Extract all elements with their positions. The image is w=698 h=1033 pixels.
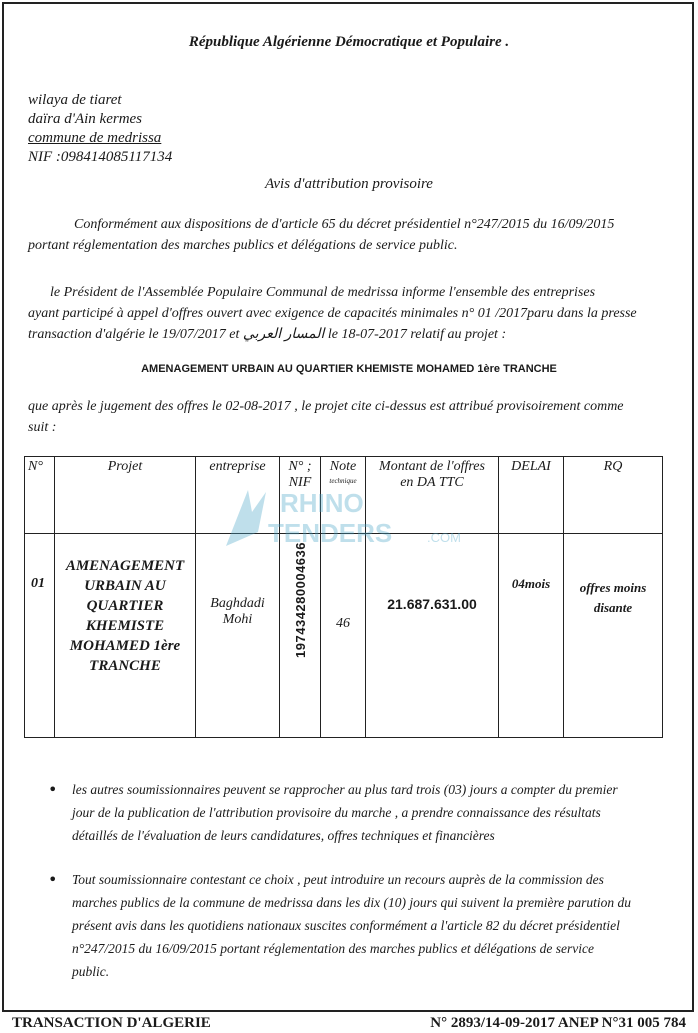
bullet-paragraph-2 (72, 868, 662, 983)
row-note: 46 (321, 534, 366, 738)
header-entreprise: entreprise (196, 457, 280, 534)
header-note-sub: technique (329, 477, 357, 485)
project-title: AMENAGEMENT URBAIN AU QUARTIER KHEMISTE MOHAMED 1ère TRANCHE (141, 363, 557, 375)
paragraph-decree (28, 214, 668, 256)
paragraph-president-line1: le Président de l'Assemblée Populaire Communal de medrissa informe l'ensemble des entreprises (50, 285, 596, 300)
row-nif-cell (280, 534, 321, 738)
rhino-logo-icon (226, 490, 266, 546)
footer-reference: N° 2893/14-09-2017 ANEP N°31 005 784 (430, 1015, 686, 1031)
header-projet: Projet (55, 457, 196, 534)
row-entreprise (196, 534, 280, 738)
bullet-marker-1: • (48, 780, 58, 799)
row-rq-line1: offres moins (579, 580, 647, 595)
header-nif-line1: N° ; (288, 459, 312, 474)
daira-line: daïra d'Ain kermes (28, 111, 143, 127)
row-entreprise-line2: Mohi (222, 612, 253, 627)
paragraph-judgement (28, 396, 668, 438)
bullet2-line2: marches publics de la commune de medrissa dans les dix (10) jours qui suivent la première parution du (72, 895, 632, 910)
row-montant: 21.687.631.00 (366, 534, 499, 738)
bullet-marker-2: • (48, 870, 58, 889)
bullet1-line3: détaillés de l'évaluation de leurs candidatures, offres techniques et financières (72, 828, 495, 843)
header-num: N° (25, 457, 55, 534)
header-nif-line2: NIF (288, 475, 312, 490)
watermark-line2: TENDERS (268, 518, 393, 548)
bullet2-line4: n°247/2015 du 16/09/2015 portant réglementation des marches publics et délégations de service (72, 941, 594, 956)
bullet2-line1: Tout soumissionnaire contestant ce choix , peut introduire un recours auprès de la commission des (72, 872, 604, 887)
watermark-suffix: .COM (427, 530, 461, 545)
commune-line: commune de medrissa (28, 130, 162, 146)
header-montant-line2: en DA TTC (400, 475, 464, 490)
bullet1-line1: les autres soumissionnaires peuvent se rapprocher au plus tard trois (03) jours a compter du premier (72, 782, 618, 797)
wilaya-line: wilaya de tiaret (28, 92, 122, 108)
row-rq-line2: disante (593, 600, 633, 615)
rhino-tenders-watermark (222, 482, 482, 552)
paragraph-president-line3: transaction d'algérie le 19/07/2017 et المسار العربي le 18-07-2017 relatif au projet : (28, 327, 507, 342)
paragraph-judgement-line2: suit : (28, 420, 57, 435)
republique-header: République Algérienne Démocratique et Populaire . (188, 34, 510, 50)
bullet1-line2: jour de la publication de l'attribution provisoire du marche , a prendre connaissance des résultats (72, 805, 601, 820)
row-delai: 04mois (499, 534, 564, 738)
paragraph-president-line2: ayant participé à appel d'offres ouvert avec exigence de capacités minimales n° 01 /2017paru dans la presse (28, 306, 637, 321)
bullet-paragraph-1 (72, 778, 662, 847)
row-entreprise-line1: Baghdadi (210, 596, 265, 611)
watermark-line1: RHINO (280, 488, 364, 518)
bullet2-line5: public. (72, 964, 110, 979)
paragraph-president (28, 282, 668, 345)
bullet2-line3: présent avis dans les quotidiens nationaux suscites conformément a l'article 82 du décret présidentiel (72, 918, 620, 933)
issuer-block (28, 91, 172, 167)
row-nif: 197434280004636 (292, 542, 308, 658)
row-num: 01 (25, 534, 55, 738)
paragraph-judgement-line1: que après le jugement des offres le 02-08-2017 , le projet cite ci-dessus est attribué provisoirement comme (28, 399, 624, 414)
row-rq (564, 534, 663, 738)
header-montant-line1: Montant de l'offres (379, 459, 485, 474)
row-projet: AMENAGEMENT URBAIN AU QUARTIER KHEMISTE MOHAMED 1ère TRANCHE (55, 534, 196, 738)
paragraph-decree-line1: Conformément aux dispositions de d'article 65 du décret présidentiel n°247/2015 du 16/09/2015 (74, 217, 615, 232)
notice-title: Avis d'attribution provisoire (265, 176, 433, 192)
header-rq: RQ (564, 457, 663, 534)
header-delai: DELAI (499, 457, 564, 534)
table-row (25, 534, 663, 738)
paragraph-decree-line2: portant réglementation des marches publics et délégations de service public. (28, 238, 458, 253)
header-note-label: Note (329, 459, 357, 474)
footer-publication: TRANSACTION D'ALGERIE (12, 1015, 211, 1031)
nif-line: NIF :098414085117134 (28, 149, 173, 165)
